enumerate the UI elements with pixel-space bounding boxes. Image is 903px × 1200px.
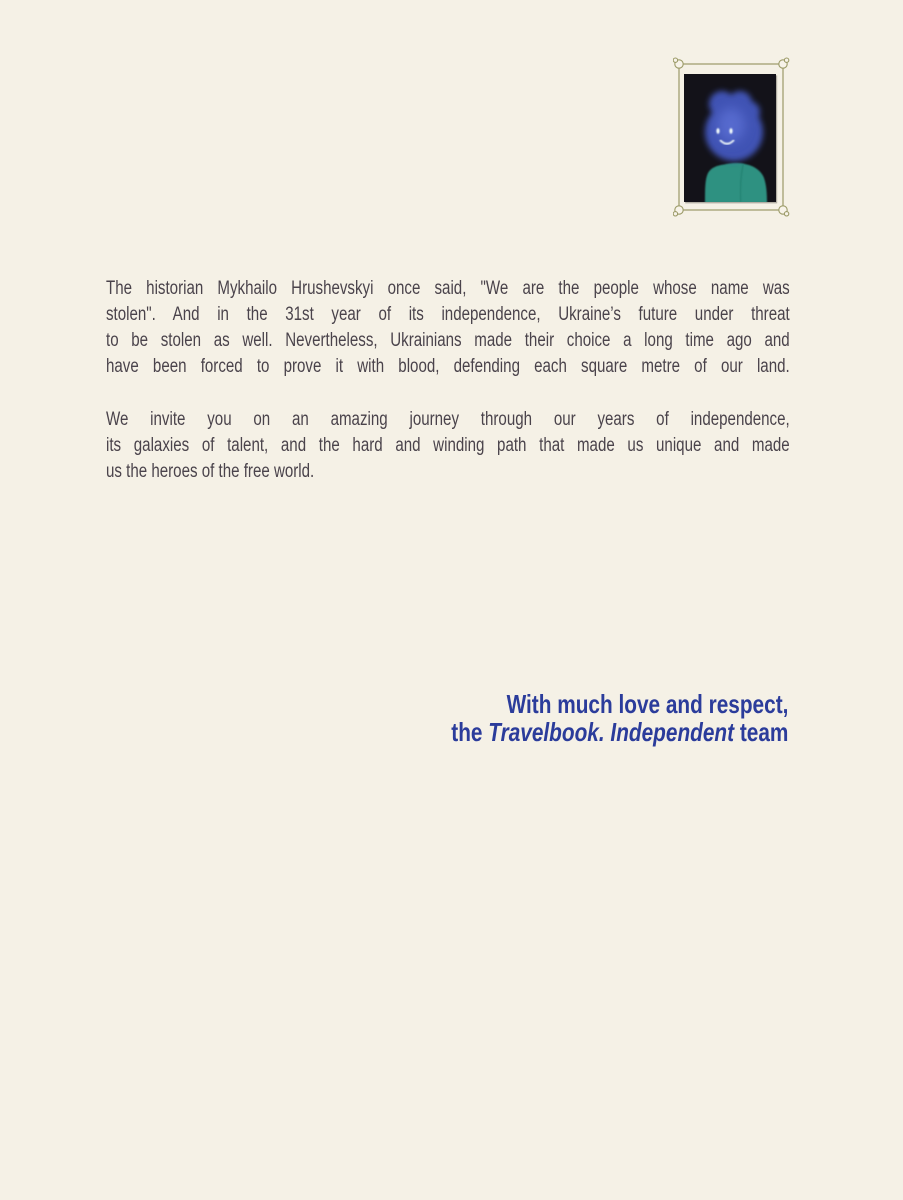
paragraph-1-line: The historian Mykhailo Hrushevskyi once said, "We are the people whose name was: [106, 278, 790, 299]
paragraph-1-line: stolen". And in the 31st year of its independence, Ukraine’s future under threat: [106, 304, 790, 325]
paragraph-2: [106, 407, 790, 485]
signature-line-2-suffix: team: [733, 717, 788, 747]
frame-corner-ornament-bottom-left: [673, 206, 683, 216]
signature-team-name: Travelbook. Independent: [487, 717, 734, 747]
frame-corner-ornament-bottom-right: [779, 206, 789, 216]
paragraph-1: [106, 276, 790, 380]
signature-line-1: With much love and respect,: [506, 689, 788, 719]
framed-portrait-illustration: [673, 57, 790, 218]
paragraph-2-line: We invite you on an amazing journey through our years of independence,: [106, 409, 790, 430]
paragraph-2-line: us the heroes of the free world.: [106, 461, 315, 482]
frame-corner-ornament-top-right: [779, 58, 789, 68]
paragraph-1-line: to be stolen as well. Nevertheless, Ukrainians made their choice a long time ago and: [106, 330, 790, 351]
eye-right: [729, 128, 732, 134]
head-highlight: [717, 108, 745, 142]
paragraph-2-line: its galaxies of talent, and the hard and winding path that made us unique and made: [106, 435, 790, 456]
signature-line-2-prefix: the: [450, 717, 488, 747]
intro-text: [106, 276, 790, 485]
signature: [451, 690, 788, 746]
paragraph-1-line: have been forced to prove it with blood, defending each square metre of our land.: [106, 356, 790, 377]
frame-corner-ornament-top-left: [673, 58, 683, 68]
eye-left: [716, 128, 719, 134]
signature-line-2: [451, 718, 788, 746]
